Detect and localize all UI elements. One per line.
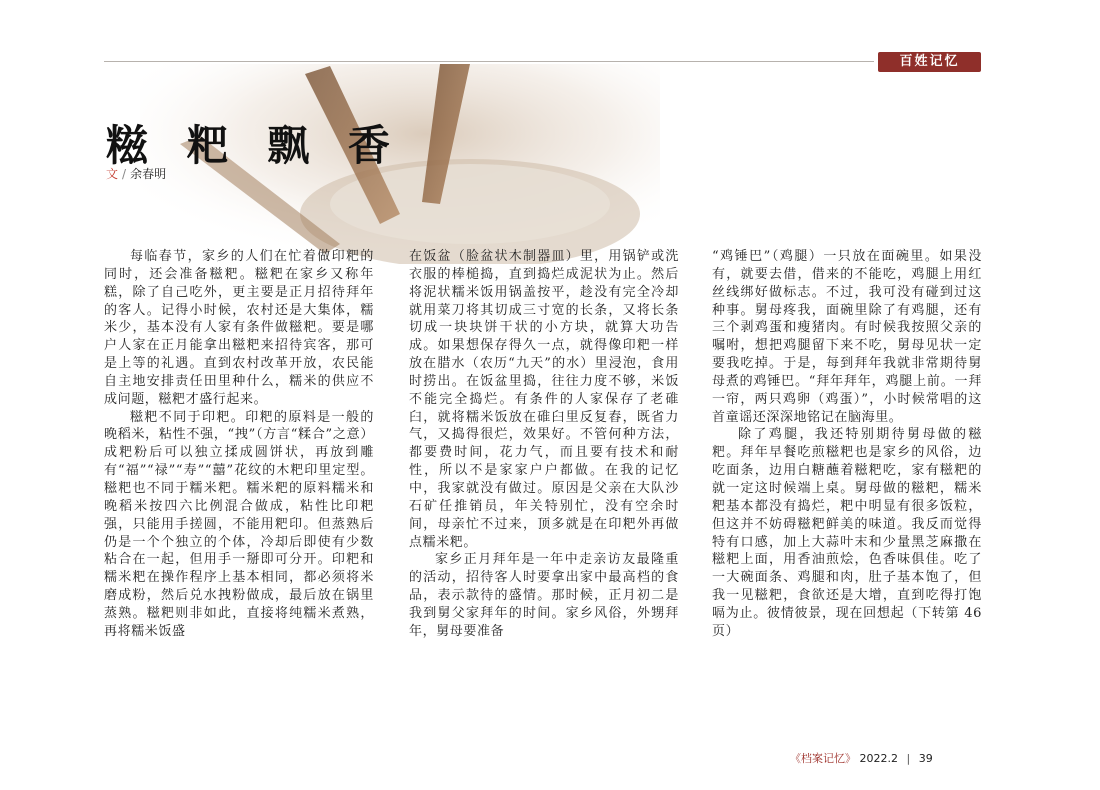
author-name: 余春明 xyxy=(130,167,167,181)
byline-separator: / xyxy=(122,167,127,181)
footer-separator: | xyxy=(906,752,911,765)
paragraph: 每临春节，家乡的人们在忙着做印粑的同时，还会准备糍粑。糍粑在家乡又称年糕，除了自己吃外，更主要是正月招待拜年的客人。记得小时候，农村还是大集体，糯米少，基本没有人家有条件做糍粑。要是哪户人家在正月能拿出糍粑来招待宾客，那可是上等的礼遇。直到农村改革开放，农民能自主地安排责任田里种什么，糯米的供应不成问题，糍粑才盛行起来。 xyxy=(104,249,374,407)
paragraph: 糍粑不同于印粑。印粑的原料是一般的晚稻米，粘性不强，“拽”（方言“糅合”之意）成粑粉后可以独立揉成圆饼状，再放到雕有“福”“禄”“寿”“囍”花纹的木粑印里定型。糍粑也不同于糯米粑。糯米粑的原料糯米和晚稻米按四六比例混合做成，粘性比印粑强，只能用手搓圆，不能用粑印。但蒸熟后仍是一个个独立的个体，冷却后即使有少数粘合在一起，但用手一掰即可分开。印粑和糯米粑在操作程序上基本相同，都必须将米磨成粉，然后兑水拽粉做成，最后放在锅里蒸熟。糍粑则非如此，直接将纯糯米煮熟，再将糯米饭盛 xyxy=(104,409,374,639)
body-column-3 xyxy=(712,248,982,641)
paragraph: 除了鸡腿，我还特别期待舅母做的糍粑。拜年早餐吃煎糍粑也是家乡的风俗，边吃面条，边用白糖蘸着糍粑吃，家有糍粑的就一定这时候端上桌。舅母做的糍粑，糯米粑基本都没有捣烂，粑中明显有很多饭粒，但这并不妨碍糍粑鲜美的味道。我反而觉得特有口感，加上大蒜叶末和少量黑芝麻撒在糍粑上面，用香油煎烩，色香味俱佳。吃了一大碗面条、鸡腿和肉，肚子基本饱了，但我一见糍粑，食欲还是大增，直到吃得打饱嗝为止。彼情彼景，现在回想起（下转第 46 页） xyxy=(712,427,982,639)
article-title: 糍 粑 飘 香 xyxy=(106,121,402,170)
body-column-2 xyxy=(409,248,679,641)
byline xyxy=(106,165,166,182)
paragraph: 家乡正月拜年是一年中走亲访友最隆重的活动，招待客人时要拿出家中最高档的食品，表示款待的盛情。那时候，正月初二是我到舅父家拜年的时间。家乡风俗，外甥拜年，舅母要准备 xyxy=(409,552,679,639)
issue-number: 2022.2 xyxy=(859,752,898,765)
section-tag: 百姓记忆 xyxy=(878,52,981,72)
body-column-1 xyxy=(104,248,374,641)
paragraph: 在饭盆（脸盆状木制器皿）里，用锅铲或洗衣服的棒槌捣，直到捣烂成泥状为止。然后将泥状糯米饭用锅盖按平，趁没有完全冷却就用菜刀将其切成三寸宽的长条，又将长条切成一块块饼干状的小方块，就算大功告成。如果想保存得久一点，就得像印粑一样放在腊水（农历“九天”的水）里浸泡，食用时捞出。在饭盆里捣，往往力度不够，米饭不能完全捣烂。有条件的人家保存了老碓臼，就将糯米饭放在碓臼里反复舂，既省力气，又捣得很烂，效果好。不管何种方法，都要费时间，花力气，而且要有技术和耐性，所以不是家家户户都做。在我的记忆中，我家就没有做过。原因是父亲在大队沙石矿任推销员，年关特别忙，没有空余时间，母亲忙不过来，顶多就是在印粑外再做点糯米粑。 xyxy=(409,249,679,550)
header-rule xyxy=(104,61,874,62)
page-number: 39 xyxy=(918,752,933,765)
byline-prefix: 文 xyxy=(106,167,119,181)
journal-name: 《档案记忆》 xyxy=(790,752,856,765)
paragraph: “鸡锤巴”（鸡腿）一只放在面碗里。如果没有，就要去借，借来的不能吃，鸡腿上用红丝线绑好做标志。不过，我可没有碰到过这种事。舅母疼我，面碗里除了有鸡腿，还有三个剥鸡蛋和瘦猪肉。有时候我按照父亲的嘱咐，想把鸡腿留下来不吃，舅母见状一定要我吃掉。于是，每到拜年我就非常期待舅母煮的鸡锤巴。“拜年拜年，鸡腿上前。一拜一帘，两只鸡卵（鸡蛋）”，小时候常唱的这首童谣还深深地铭记在脑海里。 xyxy=(712,249,982,425)
page-footer xyxy=(790,750,933,766)
